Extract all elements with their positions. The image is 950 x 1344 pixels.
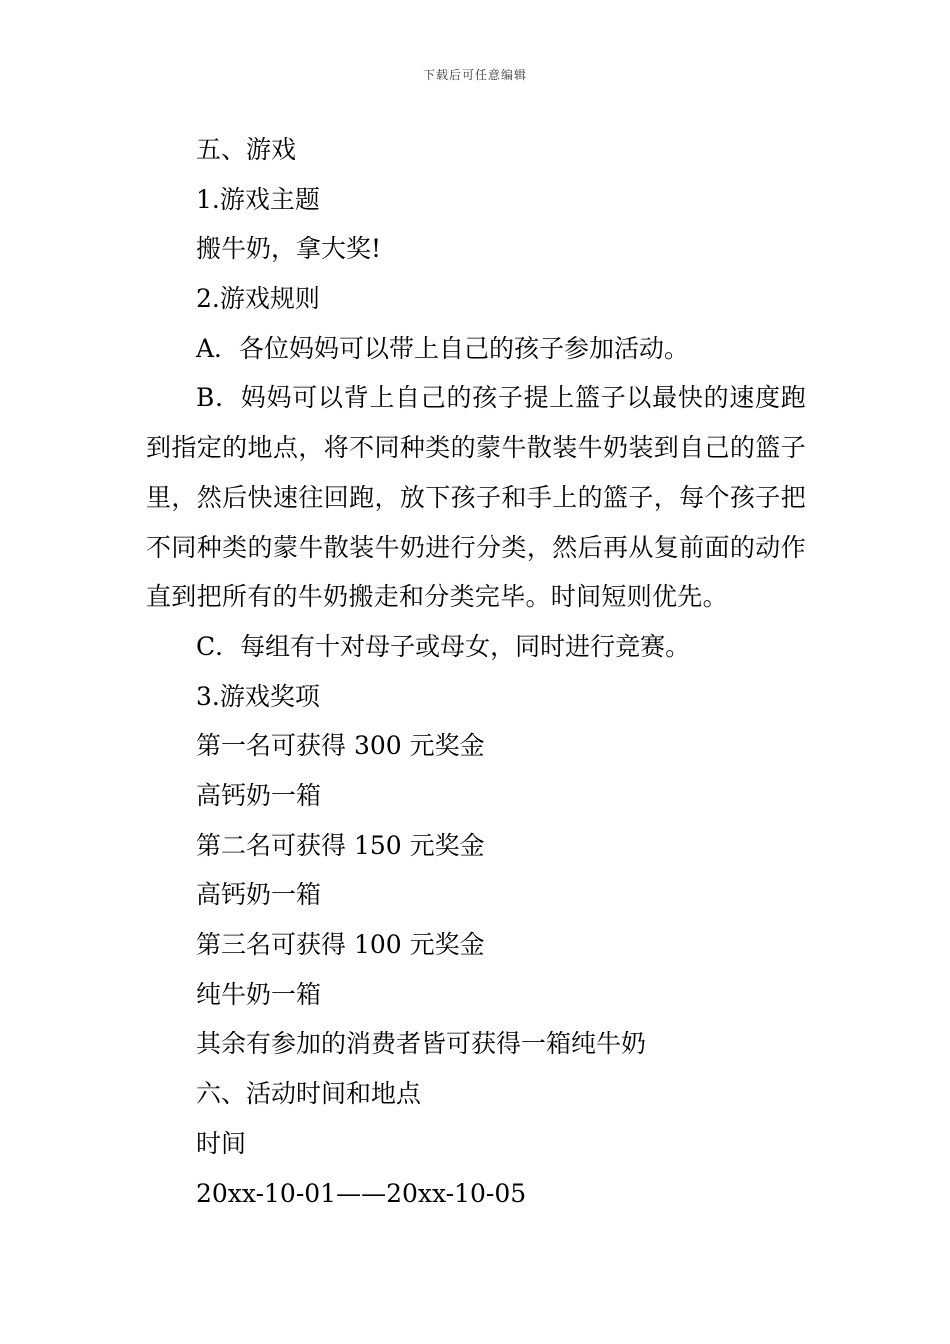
game-rules-heading: 2.游戏规则 (196, 284, 320, 314)
prize-others: 其余有参加的消费者皆可获得一箱纯牛奶 (196, 1029, 647, 1059)
section-5-heading: 五、游戏 (196, 135, 297, 164)
prize-second-item: 高钙奶一箱 (196, 880, 322, 910)
time-value: 20xx-10-01——20xx-10-05 (196, 1178, 527, 1208)
game-prizes-heading: 3.游戏奖项 (196, 681, 320, 711)
page-header-note: 下载后可任意编辑 (422, 68, 527, 82)
prize-second: 第二名可获得 150 元奖金 (196, 830, 485, 860)
game-theme-heading: 1.游戏主题 (196, 184, 320, 214)
rule-b: B．妈妈可以背上自己的孩子提上篮子以最快的速度跑到指定的地点，将不同种类的蒙牛散装牛奶装到自己的篮子里，然后快速往回跑，放下孩子和手上的篮子，每个孩子把不同种类的蒙牛散装牛奶进行分类，然后再从复前面的动作直到把所有的牛奶搬走和分类完毕。时间短则优先。 (146, 383, 806, 612)
rule-c: C．每组有十对母子或母女，同时进行竞赛。 (196, 631, 691, 661)
game-theme-text: 搬牛奶，拿大奖! (196, 234, 382, 264)
prize-third-item: 纯牛奶一箱 (196, 979, 322, 1009)
rule-a: A．各位妈妈可以带上自己的孩子参加活动。 (196, 333, 690, 363)
prize-first: 第一名可获得 300 元奖金 (196, 731, 485, 761)
section-6-heading: 六、活动时间和地点 (196, 1079, 422, 1109)
prize-first-item: 高钙奶一箱 (196, 781, 322, 811)
time-label: 时间 (196, 1128, 247, 1158)
prize-third: 第三名可获得 100 元奖金 (196, 930, 485, 960)
document-body (146, 125, 806, 1218)
